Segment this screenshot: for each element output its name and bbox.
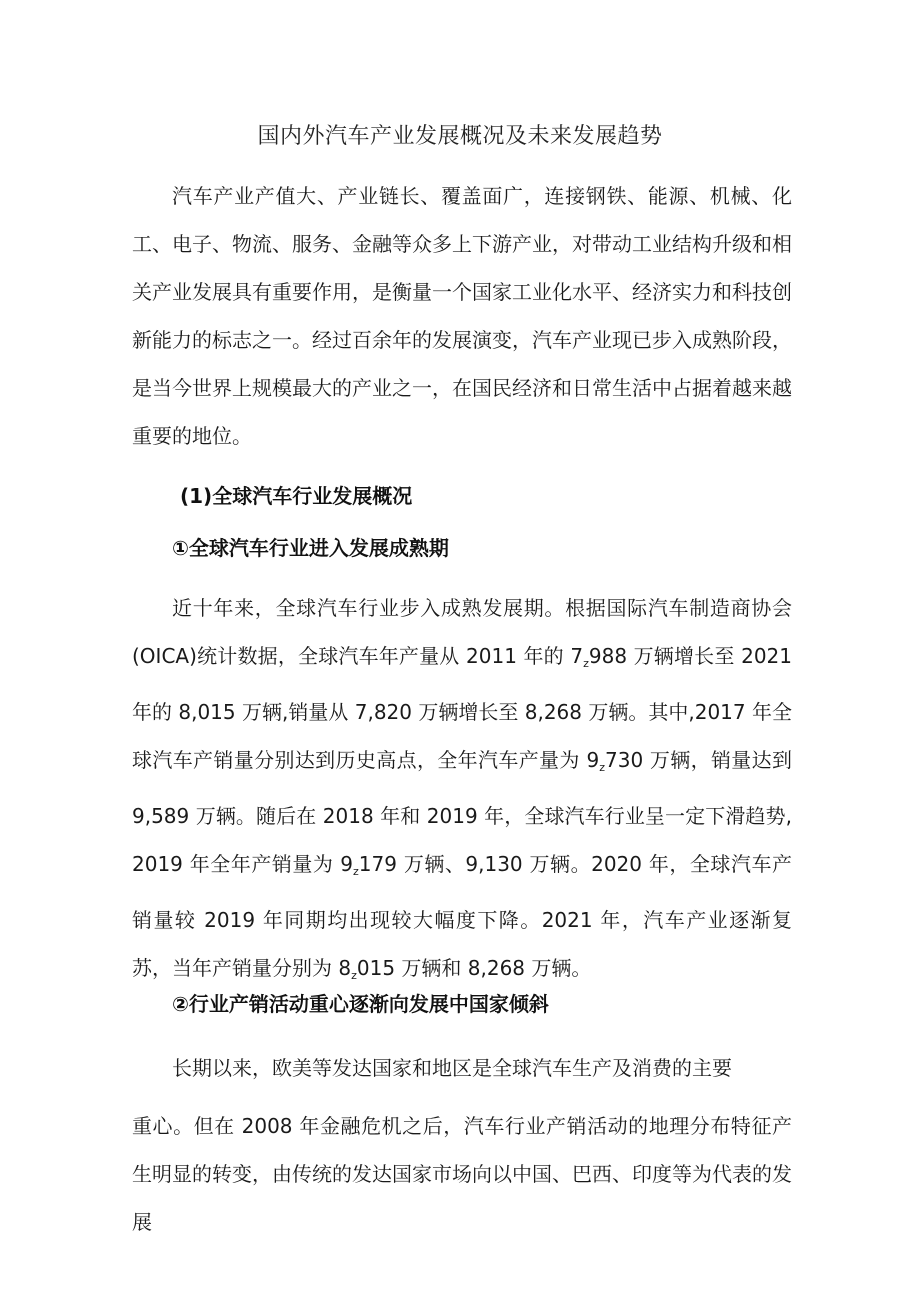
- subsection-heading-maturity: ①全球汽车行业进入发展成熟期: [172, 536, 449, 560]
- subscript-mark: z: [351, 969, 357, 982]
- paragraph-text: 730 万辆，销量达到 9,589 万辆。随后在 2018 年和 2019 年，全球汽车行业呈一定下滑趋势,2019 年全年产销量为 9: [132, 748, 793, 876]
- subscript-mark: z: [583, 657, 589, 670]
- paragraph-text: 179 万辆、9,130 万辆。2020 年，全球汽车产销量较 2019 年同期均出现较大幅度下降。2021 年，汽车产业逐渐复苏，当年产销量分别为 8: [132, 852, 792, 980]
- subscript-mark: z: [599, 761, 605, 774]
- paragraph-text: 988 万辆增长至 2021 年的 8,015 万辆,销量从 7,820 万辆增长至 8,268 万辆。其中,2017 年全球汽车产销量分别达到历史高点，全年汽车产量为 9: [132, 644, 792, 772]
- subsection-heading-shift: ②行业产销活动重心逐渐向发展中国家倾斜: [172, 992, 549, 1016]
- section-heading-global-overview: (1)全球汽车行业发展概况: [180, 484, 413, 508]
- shift-paragraph-line1: 长期以来，欧美等发达国家和地区是全球汽车生产及消费的主要: [172, 1056, 732, 1080]
- subscript-mark: z: [353, 865, 359, 878]
- intro-paragraph: 汽车产业产值大、产业链长、覆盖面广，连接钢铁、能源、机械、化工、电子、物流、服务、金融等众多上下游产业，对带动工业结构升级和相关产业发展具有重要作用，是衡量一个国家工业化水平、经济实力和科技创新能力的标志之一。经过百余年的发展演变，汽车产业现已步入成熟阶段，是当今世界上规模最大的产业之一，在国民经济和日常生活中占据着越来越重要的地位。: [132, 184, 792, 448]
- document-title: 国内外汽车产业发展概况及未来发展趋势: [257, 124, 663, 149]
- shift-paragraph-continued: 重心。但在 2008 年金融危机之后，汽车行业产销活动的地理分布特征产生明显的转变，由传统的发达国家市场向以中国、巴西、印度等为代表的发展: [132, 1114, 792, 1234]
- maturity-paragraph: [132, 584, 792, 1000]
- paragraph-text: 015 万辆和 8,268 万辆。: [356, 956, 592, 980]
- paragraph-text: 近十年来，全球汽车行业步入成熟发展期。根据国际汽车制造商协会(OICA)统计数据，全球汽车年产量从 2011 年的 7: [132, 596, 792, 668]
